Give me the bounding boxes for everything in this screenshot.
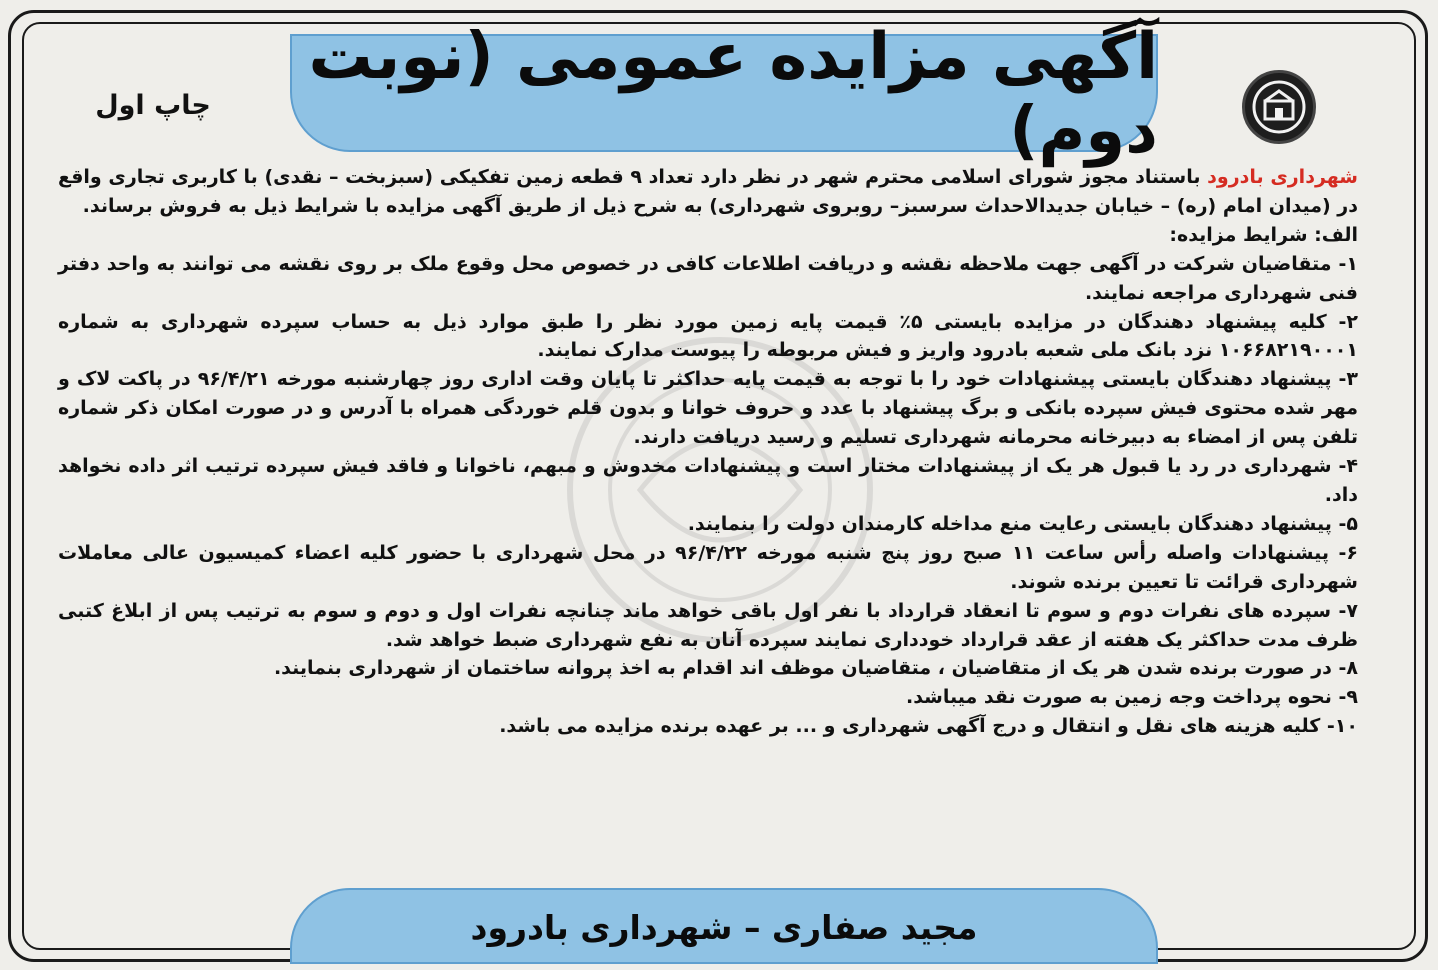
condition-item: ۵- پیشنهاد دهندگان بایستی رعایت منع مداخله کارمندان دولت را بنمایند. xyxy=(687,512,1358,535)
condition-item: ۶- پیشنهادات واصله رأس ساعت ۱۱ صبح روز پنج شنبه مورخه ۹۶/۴/۲۲ در محل شهرداری با حضور کلیه اعضاء کمیسیون عالی معاملات شهرداری قرائت تا تعیین برنده شوند. xyxy=(58,541,1359,593)
condition-item: ۷- سپرده های نفرات دوم و سوم تا انعقاد قرارداد با نفر اول باقی خواهد ماند چنانچه نفرات اول و دوم و سوم به ترتیب پس از ابلاغ کتبی ظرف مدت حداکثر یک هفته از عقد قرارداد خودداری نمایند سپرده آنان به نفع شهرداری ضبط خواهد شد. xyxy=(58,599,1358,651)
condition-item: ۳- پیشنهاد دهندگان بایستی پیشنهادات خود را با توجه به قیمت پایه حداکثر تا پایان وقت اداری روز چهارشنبه مورخه ۹۶/۴/۲۱ در پاکت لاک و مهر شده محتوی فیش سپرده بانکی و برگ پیشنهاد با عدد و حروف خوانا و بدون قلم خوردگی همراه با آدرس و در صورت امکان ذکر شماره تلفن پس از امضاء به دبیرخانه محرمانه شهرداری تسلیم و رسید دریافت دارند. xyxy=(58,368,1358,449)
intro-lead: شهرداری بادرود xyxy=(1207,166,1358,188)
condition-item: ۴- شهرداری در رد یا قبول هر یک از پیشنهادات مختار است و پیشنهادات مخدوش و مبهم، ناخوانا و فاقد فیش سپرده ترتیب اثر داده نخواهد داد. xyxy=(58,455,1358,506)
condition-item: ۹- نحوه پرداخت وجه زمین به صورت نقد میباشد. xyxy=(905,686,1358,709)
municipality-emblem-icon xyxy=(1242,70,1316,144)
intro-paragraph xyxy=(58,163,1358,221)
condition-item: ۲- کلیه پیشنهاد دهندگان در مزایده بایستی ۵٪ قیمت پایه زمین مورد نظر را طبق موارد ذیل به حساب سپرده شهرداری به شماره ۱۰۶۶۸۲۱۹۰۰۰۱ نزد بانک ملی شعبه بادرود واریز و فیش مربوطه را پیوست مدارک نمایند. xyxy=(58,310,1358,362)
notice-title: آگهی مزایده عمومی (نوبت دوم) xyxy=(308,20,1158,168)
intro-text: باستناد مجوز شورای اسلامی محترم شهر در نظر دارد تعداد ۹ قطعه زمین تفکیکی (سبزبخت – نقدی) با کاربری تجاری واقع در (میدان امام (ره) – خیابان جدیدالاحداث سرسبز– روبروی شهرداری) به شرح ذیل از طریق آگهی مزایده با شرایط ذیل به فروش برساند. xyxy=(58,166,1358,217)
condition-item: ۱- متقاضیان شرکت در آگهی جهت ملاحظه نقشه و دریافت اطلاعات کافی در خصوص محل وقوع ملک بر روی نقشه می توانند به واحد دفتر فنی شهرداری مراجعه نمایند. xyxy=(58,252,1358,304)
notice-body xyxy=(58,163,1358,881)
condition-item: ۸- در صورت برنده شدن هر یک از متقاضیان ، متقاضیان موظف اند اقدام به اخذ پروانه ساختمان از شهرداری بنمایند. xyxy=(273,657,1358,680)
conditions-heading: الف: شرایط مزایده: xyxy=(1169,223,1358,246)
edition-label: چاپ اول xyxy=(95,90,211,121)
condition-item: ۱۰- کلیه هزینه های نقل و انتقال و درج آگهی شهرداری و ... بر عهده برنده مزایده می باشد. xyxy=(499,715,1358,738)
signature: مجید صفاری – شهرداری بادرود xyxy=(470,907,978,947)
